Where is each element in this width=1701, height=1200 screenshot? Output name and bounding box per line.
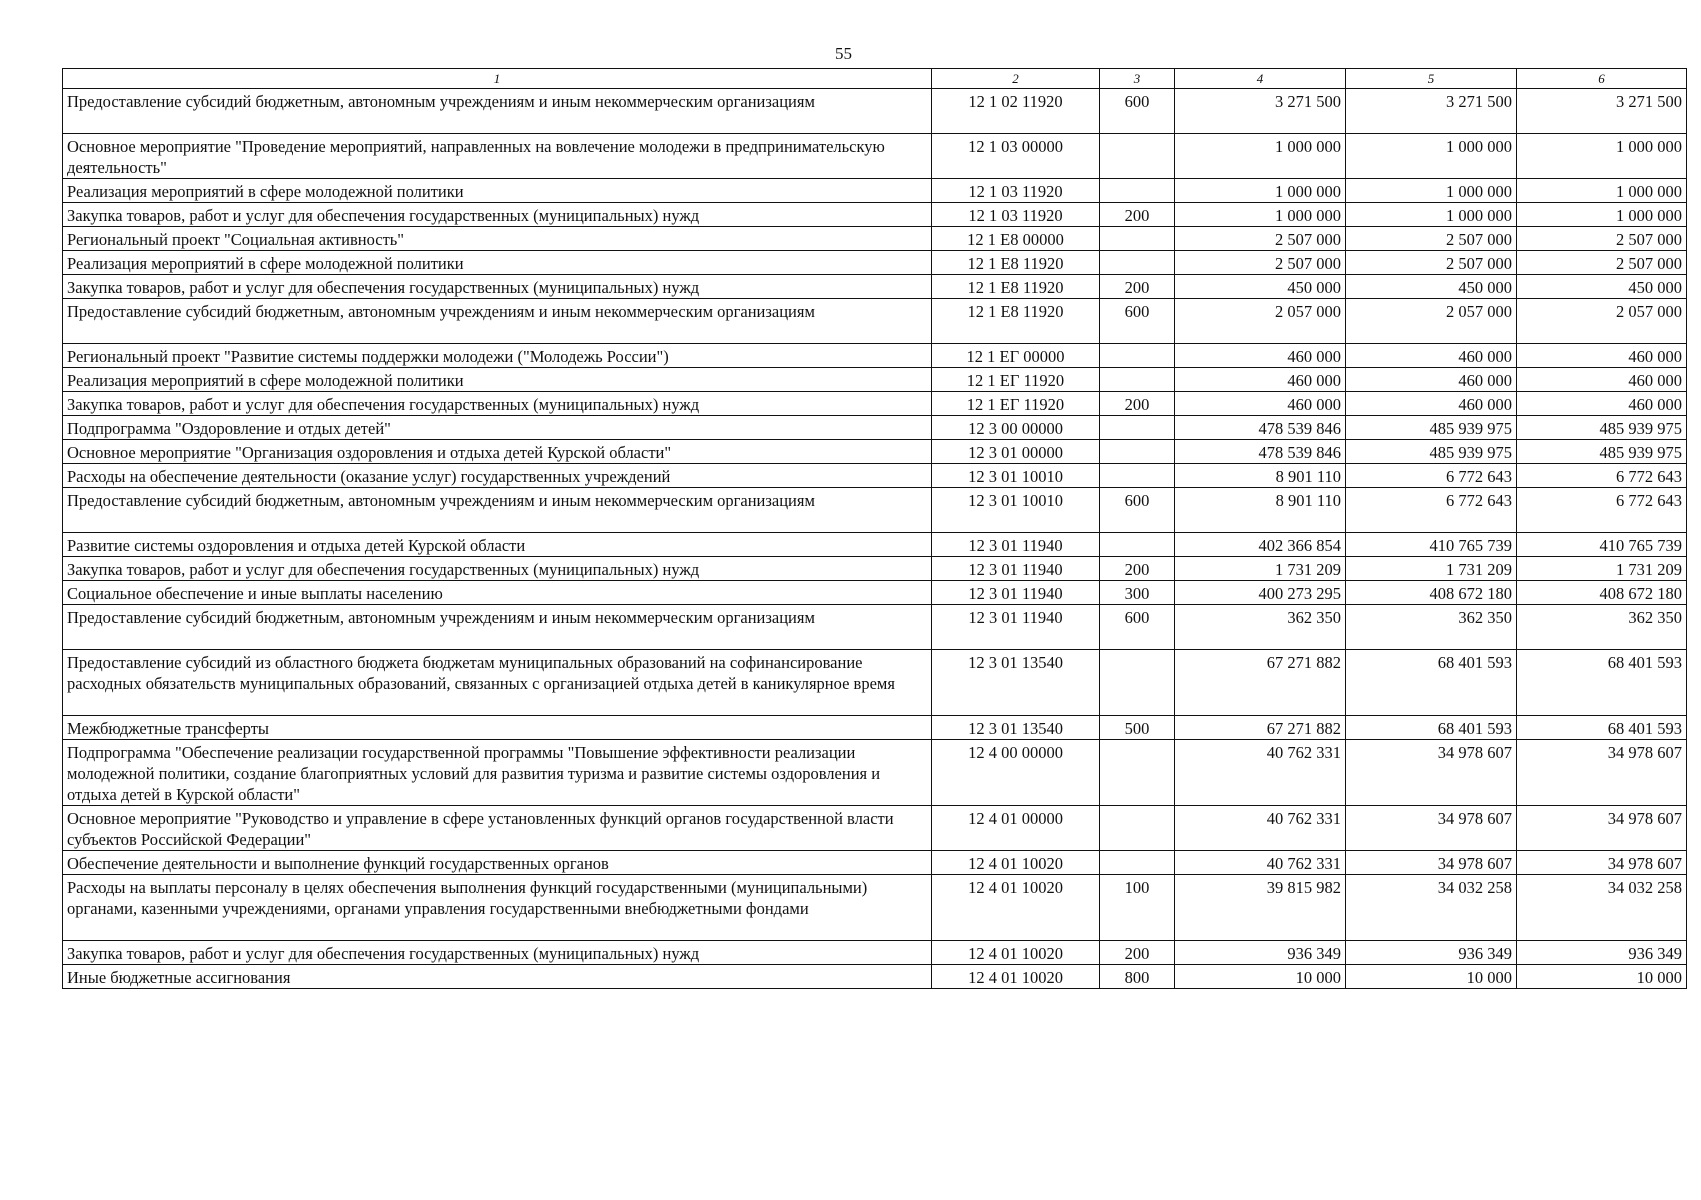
- row-value-col6-cell: 450 000: [1517, 275, 1687, 299]
- row-name-cell: Развитие системы оздоровления и отдыха детей Курской области: [63, 533, 932, 557]
- row-value-col5-cell: 450 000: [1346, 275, 1517, 299]
- row-value-col5-cell: 1 000 000: [1346, 134, 1517, 179]
- row-name-cell: Предоставление субсидий из областного бюджета бюджетам муниципальных образований на софинансирование расходных обязательств муниципальных образований, связанных с организацией отдыха детей в каникулярное время: [63, 650, 932, 716]
- row-name-cell: Закупка товаров, работ и услуг для обеспечения государственных (муниципальных) нужд: [63, 557, 932, 581]
- row-name-cell: Предоставление субсидий бюджетным, автономным учреждениям и иным некоммерческим организациям: [63, 488, 932, 533]
- row-value-col4-cell: 362 350: [1175, 605, 1346, 650]
- table-row: [63, 806, 1687, 851]
- row-value-col4-cell: 1 000 000: [1175, 203, 1346, 227]
- row-expense-type-cell: [1100, 650, 1175, 716]
- row-value-col6-cell: 2 507 000: [1517, 227, 1687, 251]
- row-code-cell: 12 1 ЕГ 00000: [932, 344, 1100, 368]
- row-code-cell: 12 3 00 00000: [932, 416, 1100, 440]
- row-value-col5-cell: 410 765 739: [1346, 533, 1517, 557]
- row-value-col4-cell: 478 539 846: [1175, 416, 1346, 440]
- row-expense-type-cell: [1100, 806, 1175, 851]
- table-row: [63, 416, 1687, 440]
- row-expense-type-cell: [1100, 134, 1175, 179]
- row-value-col6-cell: 410 765 739: [1517, 533, 1687, 557]
- row-code-cell: 12 3 01 13540: [932, 650, 1100, 716]
- row-name-cell: Основное мероприятие "Проведение мероприятий, направленных на вовлечение молодежи в предпринимательскую деятельность": [63, 134, 932, 179]
- row-code-cell: 12 1 Е8 11920: [932, 299, 1100, 344]
- column-header: 1: [63, 69, 932, 89]
- row-expense-type-cell: 600: [1100, 605, 1175, 650]
- row-value-col5-cell: 362 350: [1346, 605, 1517, 650]
- row-value-col4-cell: 1 000 000: [1175, 179, 1346, 203]
- row-value-col5-cell: 485 939 975: [1346, 440, 1517, 464]
- row-value-col4-cell: 402 366 854: [1175, 533, 1346, 557]
- row-name-cell: Расходы на выплаты персоналу в целях обеспечения выполнения функций государственными (муниципальными) органами, казенными учреждениями, органами управления государственными внебюджетными фондами: [63, 875, 932, 941]
- table-row: [63, 344, 1687, 368]
- row-value-col6-cell: 10 000: [1517, 965, 1687, 989]
- row-value-col4-cell: 460 000: [1175, 392, 1346, 416]
- row-expense-type-cell: 800: [1100, 965, 1175, 989]
- row-value-col5-cell: 34 978 607: [1346, 740, 1517, 806]
- row-expense-type-cell: [1100, 368, 1175, 392]
- row-name-cell: Обеспечение деятельности и выполнение функций государственных органов: [63, 851, 932, 875]
- table-row: [63, 740, 1687, 806]
- row-value-col5-cell: 68 401 593: [1346, 716, 1517, 740]
- row-value-col6-cell: 68 401 593: [1517, 716, 1687, 740]
- row-name-cell: Расходы на обеспечение деятельности (оказание услуг) государственных учреждений: [63, 464, 932, 488]
- row-name-cell: Подпрограмма "Обеспечение реализации государственной программы "Повышение эффективности реализации молодежной политики, создание благоприятных условий для развития туризма и развитие системы оздоровления и отдыха детей в Курской области": [63, 740, 932, 806]
- row-code-cell: 12 3 01 10010: [932, 488, 1100, 533]
- row-expense-type-cell: [1100, 851, 1175, 875]
- row-code-cell: 12 4 01 10020: [932, 875, 1100, 941]
- table-row: [63, 533, 1687, 557]
- table-row: [63, 488, 1687, 533]
- row-expense-type-cell: [1100, 227, 1175, 251]
- row-value-col5-cell: 460 000: [1346, 392, 1517, 416]
- row-expense-type-cell: [1100, 440, 1175, 464]
- row-value-col5-cell: 6 772 643: [1346, 464, 1517, 488]
- row-code-cell: 12 1 Е8 11920: [932, 275, 1100, 299]
- row-value-col4-cell: 2 507 000: [1175, 251, 1346, 275]
- row-value-col5-cell: 2 507 000: [1346, 251, 1517, 275]
- row-value-col4-cell: 450 000: [1175, 275, 1346, 299]
- row-expense-type-cell: 600: [1100, 299, 1175, 344]
- row-value-col6-cell: 34 978 607: [1517, 806, 1687, 851]
- row-value-col5-cell: 6 772 643: [1346, 488, 1517, 533]
- row-value-col6-cell: 460 000: [1517, 368, 1687, 392]
- column-header: 4: [1175, 69, 1346, 89]
- row-value-col5-cell: 34 032 258: [1346, 875, 1517, 941]
- row-value-col4-cell: 1 000 000: [1175, 134, 1346, 179]
- row-value-col4-cell: 1 731 209: [1175, 557, 1346, 581]
- row-value-col4-cell: 2 057 000: [1175, 299, 1346, 344]
- row-name-cell: Реализация мероприятий в сфере молодежной политики: [63, 368, 932, 392]
- table-row: [63, 716, 1687, 740]
- row-value-col5-cell: 3 271 500: [1346, 89, 1517, 134]
- row-value-col4-cell: 40 762 331: [1175, 806, 1346, 851]
- budget-table: [62, 68, 1687, 989]
- column-numbers-row: [63, 69, 1687, 89]
- row-expense-type-cell: 600: [1100, 89, 1175, 134]
- row-value-col4-cell: 460 000: [1175, 368, 1346, 392]
- row-code-cell: 12 1 Е8 00000: [932, 227, 1100, 251]
- row-code-cell: 12 4 00 00000: [932, 740, 1100, 806]
- table-row: [63, 965, 1687, 989]
- row-expense-type-cell: 600: [1100, 488, 1175, 533]
- row-code-cell: 12 3 01 11940: [932, 581, 1100, 605]
- row-value-col5-cell: 460 000: [1346, 368, 1517, 392]
- row-code-cell: 12 3 01 11940: [932, 605, 1100, 650]
- table-row: [63, 299, 1687, 344]
- table-row: [63, 851, 1687, 875]
- row-expense-type-cell: [1100, 179, 1175, 203]
- column-header: 3: [1100, 69, 1175, 89]
- row-name-cell: Предоставление субсидий бюджетным, автономным учреждениям и иным некоммерческим организациям: [63, 299, 932, 344]
- row-code-cell: 12 4 01 00000: [932, 806, 1100, 851]
- row-code-cell: 12 3 01 11940: [932, 557, 1100, 581]
- row-code-cell: 12 1 03 11920: [932, 179, 1100, 203]
- row-value-col6-cell: 2 057 000: [1517, 299, 1687, 344]
- table-row: [63, 464, 1687, 488]
- row-value-col5-cell: 34 978 607: [1346, 851, 1517, 875]
- row-code-cell: 12 1 03 11920: [932, 203, 1100, 227]
- row-value-col6-cell: 2 507 000: [1517, 251, 1687, 275]
- row-value-col5-cell: 460 000: [1346, 344, 1517, 368]
- table-row: [63, 557, 1687, 581]
- row-value-col6-cell: 936 349: [1517, 941, 1687, 965]
- row-value-col6-cell: 460 000: [1517, 344, 1687, 368]
- row-name-cell: Реализация мероприятий в сфере молодежной политики: [63, 251, 932, 275]
- row-code-cell: 12 1 ЕГ 11920: [932, 392, 1100, 416]
- table-row: [63, 203, 1687, 227]
- row-expense-type-cell: [1100, 416, 1175, 440]
- table-row: [63, 179, 1687, 203]
- row-code-cell: 12 3 01 11940: [932, 533, 1100, 557]
- row-code-cell: 12 4 01 10020: [932, 941, 1100, 965]
- row-value-col5-cell: 34 978 607: [1346, 806, 1517, 851]
- table-row: [63, 650, 1687, 716]
- row-value-col4-cell: 10 000: [1175, 965, 1346, 989]
- row-value-col6-cell: 3 271 500: [1517, 89, 1687, 134]
- row-name-cell: Закупка товаров, работ и услуг для обеспечения государственных (муниципальных) нужд: [63, 203, 932, 227]
- row-value-col5-cell: 68 401 593: [1346, 650, 1517, 716]
- row-name-cell: Закупка товаров, работ и услуг для обеспечения государственных (муниципальных) нужд: [63, 392, 932, 416]
- row-value-col5-cell: 1 731 209: [1346, 557, 1517, 581]
- column-header: 5: [1346, 69, 1517, 89]
- row-expense-type-cell: [1100, 533, 1175, 557]
- row-value-col4-cell: 936 349: [1175, 941, 1346, 965]
- row-value-col5-cell: 936 349: [1346, 941, 1517, 965]
- row-value-col5-cell: 1 000 000: [1346, 179, 1517, 203]
- row-value-col6-cell: 408 672 180: [1517, 581, 1687, 605]
- row-code-cell: 12 4 01 10020: [932, 851, 1100, 875]
- row-value-col4-cell: 8 901 110: [1175, 488, 1346, 533]
- row-expense-type-cell: [1100, 464, 1175, 488]
- column-header: 6: [1517, 69, 1687, 89]
- row-code-cell: 12 1 ЕГ 11920: [932, 368, 1100, 392]
- row-code-cell: 12 3 01 00000: [932, 440, 1100, 464]
- row-value-col6-cell: 6 772 643: [1517, 488, 1687, 533]
- table-row: [63, 392, 1687, 416]
- row-value-col5-cell: 1 000 000: [1346, 203, 1517, 227]
- row-expense-type-cell: [1100, 251, 1175, 275]
- row-value-col6-cell: 34 032 258: [1517, 875, 1687, 941]
- row-name-cell: Закупка товаров, работ и услуг для обеспечения государственных (муниципальных) нужд: [63, 941, 932, 965]
- row-value-col4-cell: 3 271 500: [1175, 89, 1346, 134]
- row-value-col5-cell: 2 507 000: [1346, 227, 1517, 251]
- row-value-col4-cell: 478 539 846: [1175, 440, 1346, 464]
- row-name-cell: Закупка товаров, работ и услуг для обеспечения государственных (муниципальных) нужд: [63, 275, 932, 299]
- table-row: [63, 368, 1687, 392]
- table-row: [63, 440, 1687, 464]
- row-name-cell: Подпрограмма "Оздоровление и отдых детей": [63, 416, 932, 440]
- row-value-col4-cell: 460 000: [1175, 344, 1346, 368]
- row-name-cell: Основное мероприятие "Организация оздоровления и отдыха детей Курской области": [63, 440, 932, 464]
- row-value-col6-cell: 6 772 643: [1517, 464, 1687, 488]
- row-value-col4-cell: 400 273 295: [1175, 581, 1346, 605]
- row-expense-type-cell: 200: [1100, 941, 1175, 965]
- row-value-col6-cell: 1 000 000: [1517, 134, 1687, 179]
- row-value-col4-cell: 67 271 882: [1175, 716, 1346, 740]
- row-expense-type-cell: 100: [1100, 875, 1175, 941]
- row-name-cell: Региональный проект "Социальная активность": [63, 227, 932, 251]
- row-value-col4-cell: 40 762 331: [1175, 740, 1346, 806]
- row-value-col4-cell: 40 762 331: [1175, 851, 1346, 875]
- row-code-cell: 12 3 01 13540: [932, 716, 1100, 740]
- table-row: [63, 227, 1687, 251]
- column-header: 2: [932, 69, 1100, 89]
- table-row: [63, 251, 1687, 275]
- row-value-col5-cell: 408 672 180: [1346, 581, 1517, 605]
- table-row: [63, 875, 1687, 941]
- row-name-cell: Региональный проект "Развитие системы поддержки молодежи ("Молодежь России"): [63, 344, 932, 368]
- row-value-col6-cell: 1 000 000: [1517, 179, 1687, 203]
- row-value-col6-cell: 34 978 607: [1517, 851, 1687, 875]
- row-value-col5-cell: 2 057 000: [1346, 299, 1517, 344]
- row-value-col4-cell: 8 901 110: [1175, 464, 1346, 488]
- row-name-cell: Основное мероприятие "Руководство и управление в сфере установленных функций органов государственной власти субъектов Российской Федерации": [63, 806, 932, 851]
- row-code-cell: 12 1 03 00000: [932, 134, 1100, 179]
- row-value-col5-cell: 485 939 975: [1346, 416, 1517, 440]
- row-name-cell: Иные бюджетные ассигнования: [63, 965, 932, 989]
- row-value-col6-cell: 460 000: [1517, 392, 1687, 416]
- row-expense-type-cell: 200: [1100, 557, 1175, 581]
- row-expense-type-cell: 200: [1100, 392, 1175, 416]
- row-code-cell: 12 4 01 10020: [932, 965, 1100, 989]
- table-row: [63, 605, 1687, 650]
- row-value-col6-cell: 485 939 975: [1517, 416, 1687, 440]
- row-value-col6-cell: 1 000 000: [1517, 203, 1687, 227]
- table-row: [63, 134, 1687, 179]
- row-expense-type-cell: 200: [1100, 275, 1175, 299]
- row-value-col4-cell: 2 507 000: [1175, 227, 1346, 251]
- row-expense-type-cell: [1100, 344, 1175, 368]
- table-row: [63, 275, 1687, 299]
- row-name-cell: Предоставление субсидий бюджетным, автономным учреждениям и иным некоммерческим организациям: [63, 89, 932, 134]
- row-value-col4-cell: 67 271 882: [1175, 650, 1346, 716]
- row-value-col5-cell: 10 000: [1346, 965, 1517, 989]
- row-expense-type-cell: [1100, 740, 1175, 806]
- row-name-cell: Предоставление субсидий бюджетным, автономным учреждениям и иным некоммерческим организациям: [63, 605, 932, 650]
- row-value-col6-cell: 362 350: [1517, 605, 1687, 650]
- row-value-col4-cell: 39 815 982: [1175, 875, 1346, 941]
- row-value-col6-cell: 485 939 975: [1517, 440, 1687, 464]
- row-name-cell: Реализация мероприятий в сфере молодежной политики: [63, 179, 932, 203]
- table-row: [63, 581, 1687, 605]
- row-name-cell: Межбюджетные трансферты: [63, 716, 932, 740]
- row-code-cell: 12 1 Е8 11920: [932, 251, 1100, 275]
- row-code-cell: 12 1 02 11920: [932, 89, 1100, 134]
- row-value-col6-cell: 68 401 593: [1517, 650, 1687, 716]
- row-expense-type-cell: 500: [1100, 716, 1175, 740]
- row-expense-type-cell: 300: [1100, 581, 1175, 605]
- row-value-col6-cell: 34 978 607: [1517, 740, 1687, 806]
- row-expense-type-cell: 200: [1100, 203, 1175, 227]
- page-number: 55: [835, 44, 852, 63]
- row-value-col6-cell: 1 731 209: [1517, 557, 1687, 581]
- table-row: [63, 89, 1687, 134]
- table-row: [63, 941, 1687, 965]
- row-code-cell: 12 3 01 10010: [932, 464, 1100, 488]
- row-name-cell: Социальное обеспечение и иные выплаты населению: [63, 581, 932, 605]
